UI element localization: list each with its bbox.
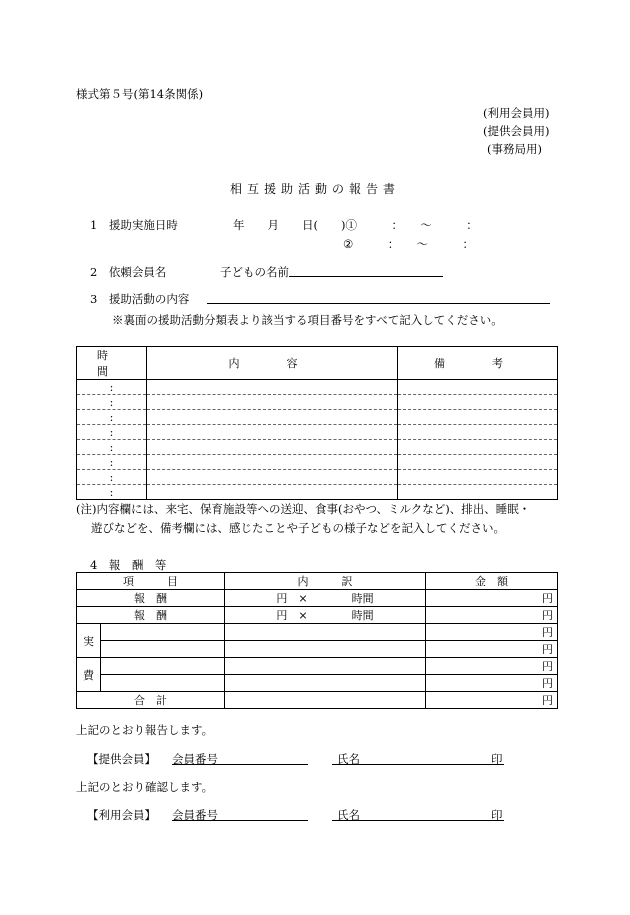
header-breakdown: 内 訳: [225, 573, 426, 590]
time-cell[interactable]: :: [77, 380, 147, 395]
child-name-label: 子どもの名前: [220, 265, 289, 279]
content-cell[interactable]: [147, 410, 398, 425]
fee-amount[interactable]: 円: [426, 590, 558, 607]
confirm1-text: 上記のとおり報告します。: [76, 723, 214, 737]
form-number: 様式第５号(第14条関係): [76, 87, 204, 101]
table-row: [77, 455, 558, 470]
copy-label-office: (事務局用): [487, 142, 542, 156]
confirm2-text: 上記のとおり確認します。: [76, 780, 214, 794]
remarks-cell[interactable]: [398, 380, 558, 395]
expense-amount[interactable]: 円: [426, 624, 558, 641]
confirm1-seal: 印: [491, 752, 503, 766]
content-cell[interactable]: [147, 395, 398, 410]
activity-content-line[interactable]: [207, 303, 550, 304]
expense-row: [77, 675, 558, 692]
confirm2-name-label: 氏名: [337, 808, 360, 822]
fee-table-header: [77, 573, 558, 590]
time-cell[interactable]: :: [77, 410, 147, 425]
section1-label: 1 援助実施日時: [90, 218, 178, 232]
content-cell[interactable]: [147, 470, 398, 485]
time-cell[interactable]: :: [77, 455, 147, 470]
header-item: 項 目: [77, 573, 225, 590]
total-label: 合 計: [77, 692, 225, 709]
expense-amount[interactable]: 円: [426, 658, 558, 675]
remarks-cell[interactable]: [398, 425, 558, 440]
remarks-cell[interactable]: [398, 455, 558, 470]
confirm1-member-no-line[interactable]: [172, 764, 308, 765]
table-row: [77, 425, 558, 440]
time-cell[interactable]: :: [77, 485, 147, 500]
content-cell[interactable]: [147, 485, 398, 500]
datetime-line1: 年 月 日( )① ： 〜 ：: [233, 218, 478, 232]
expense-amount[interactable]: 円: [426, 675, 558, 692]
fee-label: 報 酬: [77, 607, 225, 624]
section4-label: 4 報 酬 等: [90, 558, 167, 572]
expense-item[interactable]: [101, 624, 225, 641]
confirm2-seal: 印: [491, 808, 503, 822]
fee-amount[interactable]: 円: [426, 607, 558, 624]
remarks-cell[interactable]: [398, 470, 558, 485]
table-row: [77, 395, 558, 410]
header-remarks: 備 考: [398, 347, 558, 380]
child-name-line[interactable]: [289, 276, 443, 277]
table-row: [77, 440, 558, 455]
copy-label-provider: (提供会員用): [483, 124, 550, 138]
fee-row: [77, 607, 558, 624]
expense-row: [77, 641, 558, 658]
fee-row: [77, 590, 558, 607]
activity-table-header: [77, 347, 558, 380]
expense-amount[interactable]: 円: [426, 641, 558, 658]
fee-label: 報 酬: [77, 590, 225, 607]
expense-detail[interactable]: [225, 641, 426, 658]
remarks-cell[interactable]: [398, 410, 558, 425]
fee-detail[interactable]: 円 × 時間: [225, 590, 426, 607]
expense-detail[interactable]: [225, 624, 426, 641]
remarks-cell[interactable]: [398, 395, 558, 410]
expense-item[interactable]: [101, 675, 225, 692]
fee-table: [76, 572, 558, 709]
total-row: [77, 692, 558, 709]
fee-detail[interactable]: 円 × 時間: [225, 607, 426, 624]
confirm1-party: 【提供会員】: [87, 752, 156, 766]
section3-note: ※裏面の援助活動分類表より該当する項目番号をすべて記入してください。: [112, 313, 503, 327]
confirm2-member-no-line[interactable]: [172, 820, 308, 821]
header-amount: 金 額: [426, 573, 558, 590]
copy-label-user: (利用会員用): [483, 106, 550, 120]
datetime-line2: ② ： 〜 ：: [343, 237, 475, 251]
expense-row: [77, 658, 558, 675]
expense-row: [77, 624, 558, 641]
page-title: 相互援助活動の報告書: [230, 182, 401, 196]
confirm1-member-no-label: 会員番号: [172, 752, 218, 766]
content-cell[interactable]: [147, 440, 398, 455]
content-cell[interactable]: [147, 455, 398, 470]
activity-table: [76, 346, 558, 500]
expense-detail[interactable]: [225, 658, 426, 675]
expense-label-bottom: 費: [77, 658, 101, 692]
expense-label-top: 実: [77, 624, 101, 658]
table-row: [77, 410, 558, 425]
confirm2-name-line[interactable]: [332, 820, 504, 821]
expense-item[interactable]: [101, 641, 225, 658]
total-detail[interactable]: [225, 692, 426, 709]
time-cell[interactable]: :: [77, 425, 147, 440]
confirm1-name-line[interactable]: [332, 764, 504, 765]
table-row: [77, 470, 558, 485]
confirm2-member-no-label: 会員番号: [172, 808, 218, 822]
section3-label: 3 援助活動の内容: [90, 292, 190, 306]
table-row: [77, 380, 558, 395]
note-line2: 遊びなどを、備考欄には、感じたことや子どもの様子などを記入してください。: [91, 521, 505, 535]
header-time: 時 間: [77, 347, 147, 380]
time-cell[interactable]: :: [77, 440, 147, 455]
table-row: [77, 485, 558, 500]
content-cell[interactable]: [147, 380, 398, 395]
content-cell[interactable]: [147, 425, 398, 440]
confirm2-party: 【利用会員】: [87, 808, 156, 822]
time-cell[interactable]: :: [77, 395, 147, 410]
remarks-cell[interactable]: [398, 440, 558, 455]
confirm1-name-label: 氏名: [337, 752, 360, 766]
time-cell[interactable]: :: [77, 470, 147, 485]
header-content: 内 容: [147, 347, 398, 380]
section2-label: 2 依頼会員名: [90, 265, 167, 279]
total-amount[interactable]: 円: [426, 692, 558, 709]
expense-item[interactable]: [101, 658, 225, 675]
expense-detail[interactable]: [225, 675, 426, 692]
remarks-cell[interactable]: [398, 485, 558, 500]
note-line1: (注)内容欄には、来宅、保育施設等への送迎、食事(おやつ、ミルクなど)、排出、睡眠・: [76, 502, 531, 516]
